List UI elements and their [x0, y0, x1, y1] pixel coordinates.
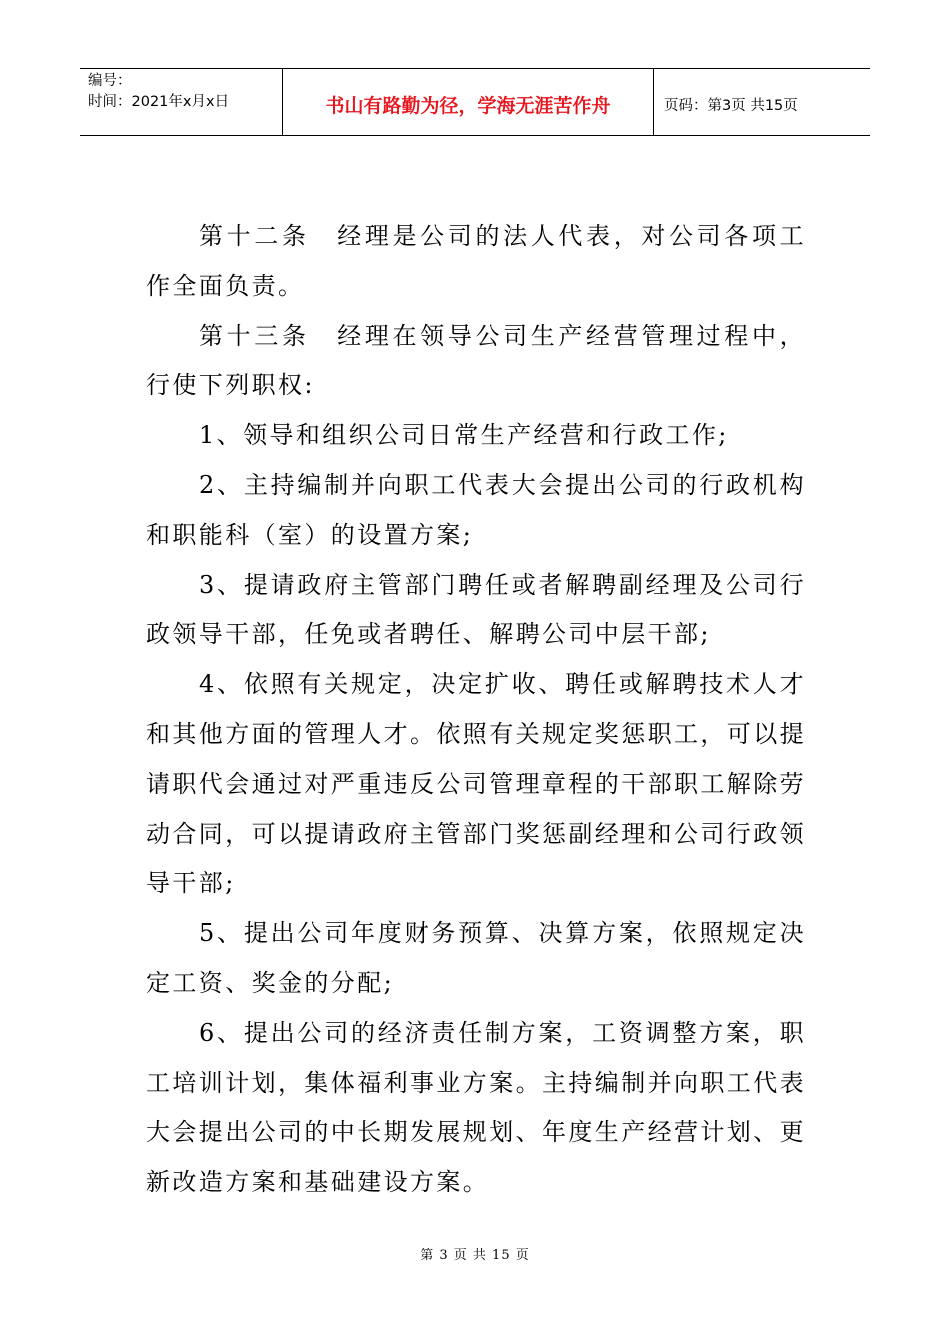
motto-text: 书山有路勤为径，学海无涯苦作舟 [325, 94, 611, 117]
header-motto [282, 69, 654, 135]
paragraph-item-2: 2、主持编制并向职工代表大会提出公司的行政机构和职能科（室）的设置方案; [146, 470, 806, 549]
page-header [80, 68, 870, 136]
page-info-text: 页码：第3页 共15页 [664, 97, 798, 114]
page-footer: 第 3 页 共 15 页 [420, 1248, 530, 1263]
paragraph-article-13: 第十三条 经理在领导公司生产经营管理过程中，行使下列职权: [146, 321, 806, 400]
document-body [146, 212, 806, 1208]
paragraph-item-5: 5、提出公司年度财务预算、决算方案，依照规定决定工资、奖金的分配; [146, 919, 806, 997]
header-meta [80, 69, 282, 135]
paragraph-item-3: 3、提请政府主管部门聘任或者解聘副经理及公司行政领导干部，任免或者聘任、解聘公司中层干部; [146, 570, 806, 649]
document-number-label: 编号： [88, 73, 132, 89]
paragraph-item-1: 1、领导和组织公司日常生产经营和行政工作; [199, 421, 729, 450]
paragraph-item-4: 4、依照有关规定，决定扩收、聘任或解聘技术人才和其他方面的管理人才。依照有关规定奖惩职工，可以提请职代会通过对严重违反公司管理章程的干部职工解除劳动合同，可以提请政府主管部门奖惩副经理和公司行政领导干部; [146, 670, 806, 898]
paragraph-item-6: 6、提出公司的经济责任制方案，工资调整方案，职工培训计划，集体福利事业方案。主持编制并向职工代表大会提出公司的中长期发展规划、年度生产经营计划、更新改造方案和基础建设方案。 [146, 1018, 806, 1197]
paragraph-article-12: 第十二条 经理是公司的法人代表，对公司各项工作全面负责。 [146, 222, 806, 300]
document-date: 时间：2021年x月x日 [88, 94, 230, 110]
header-page-info [654, 69, 870, 135]
